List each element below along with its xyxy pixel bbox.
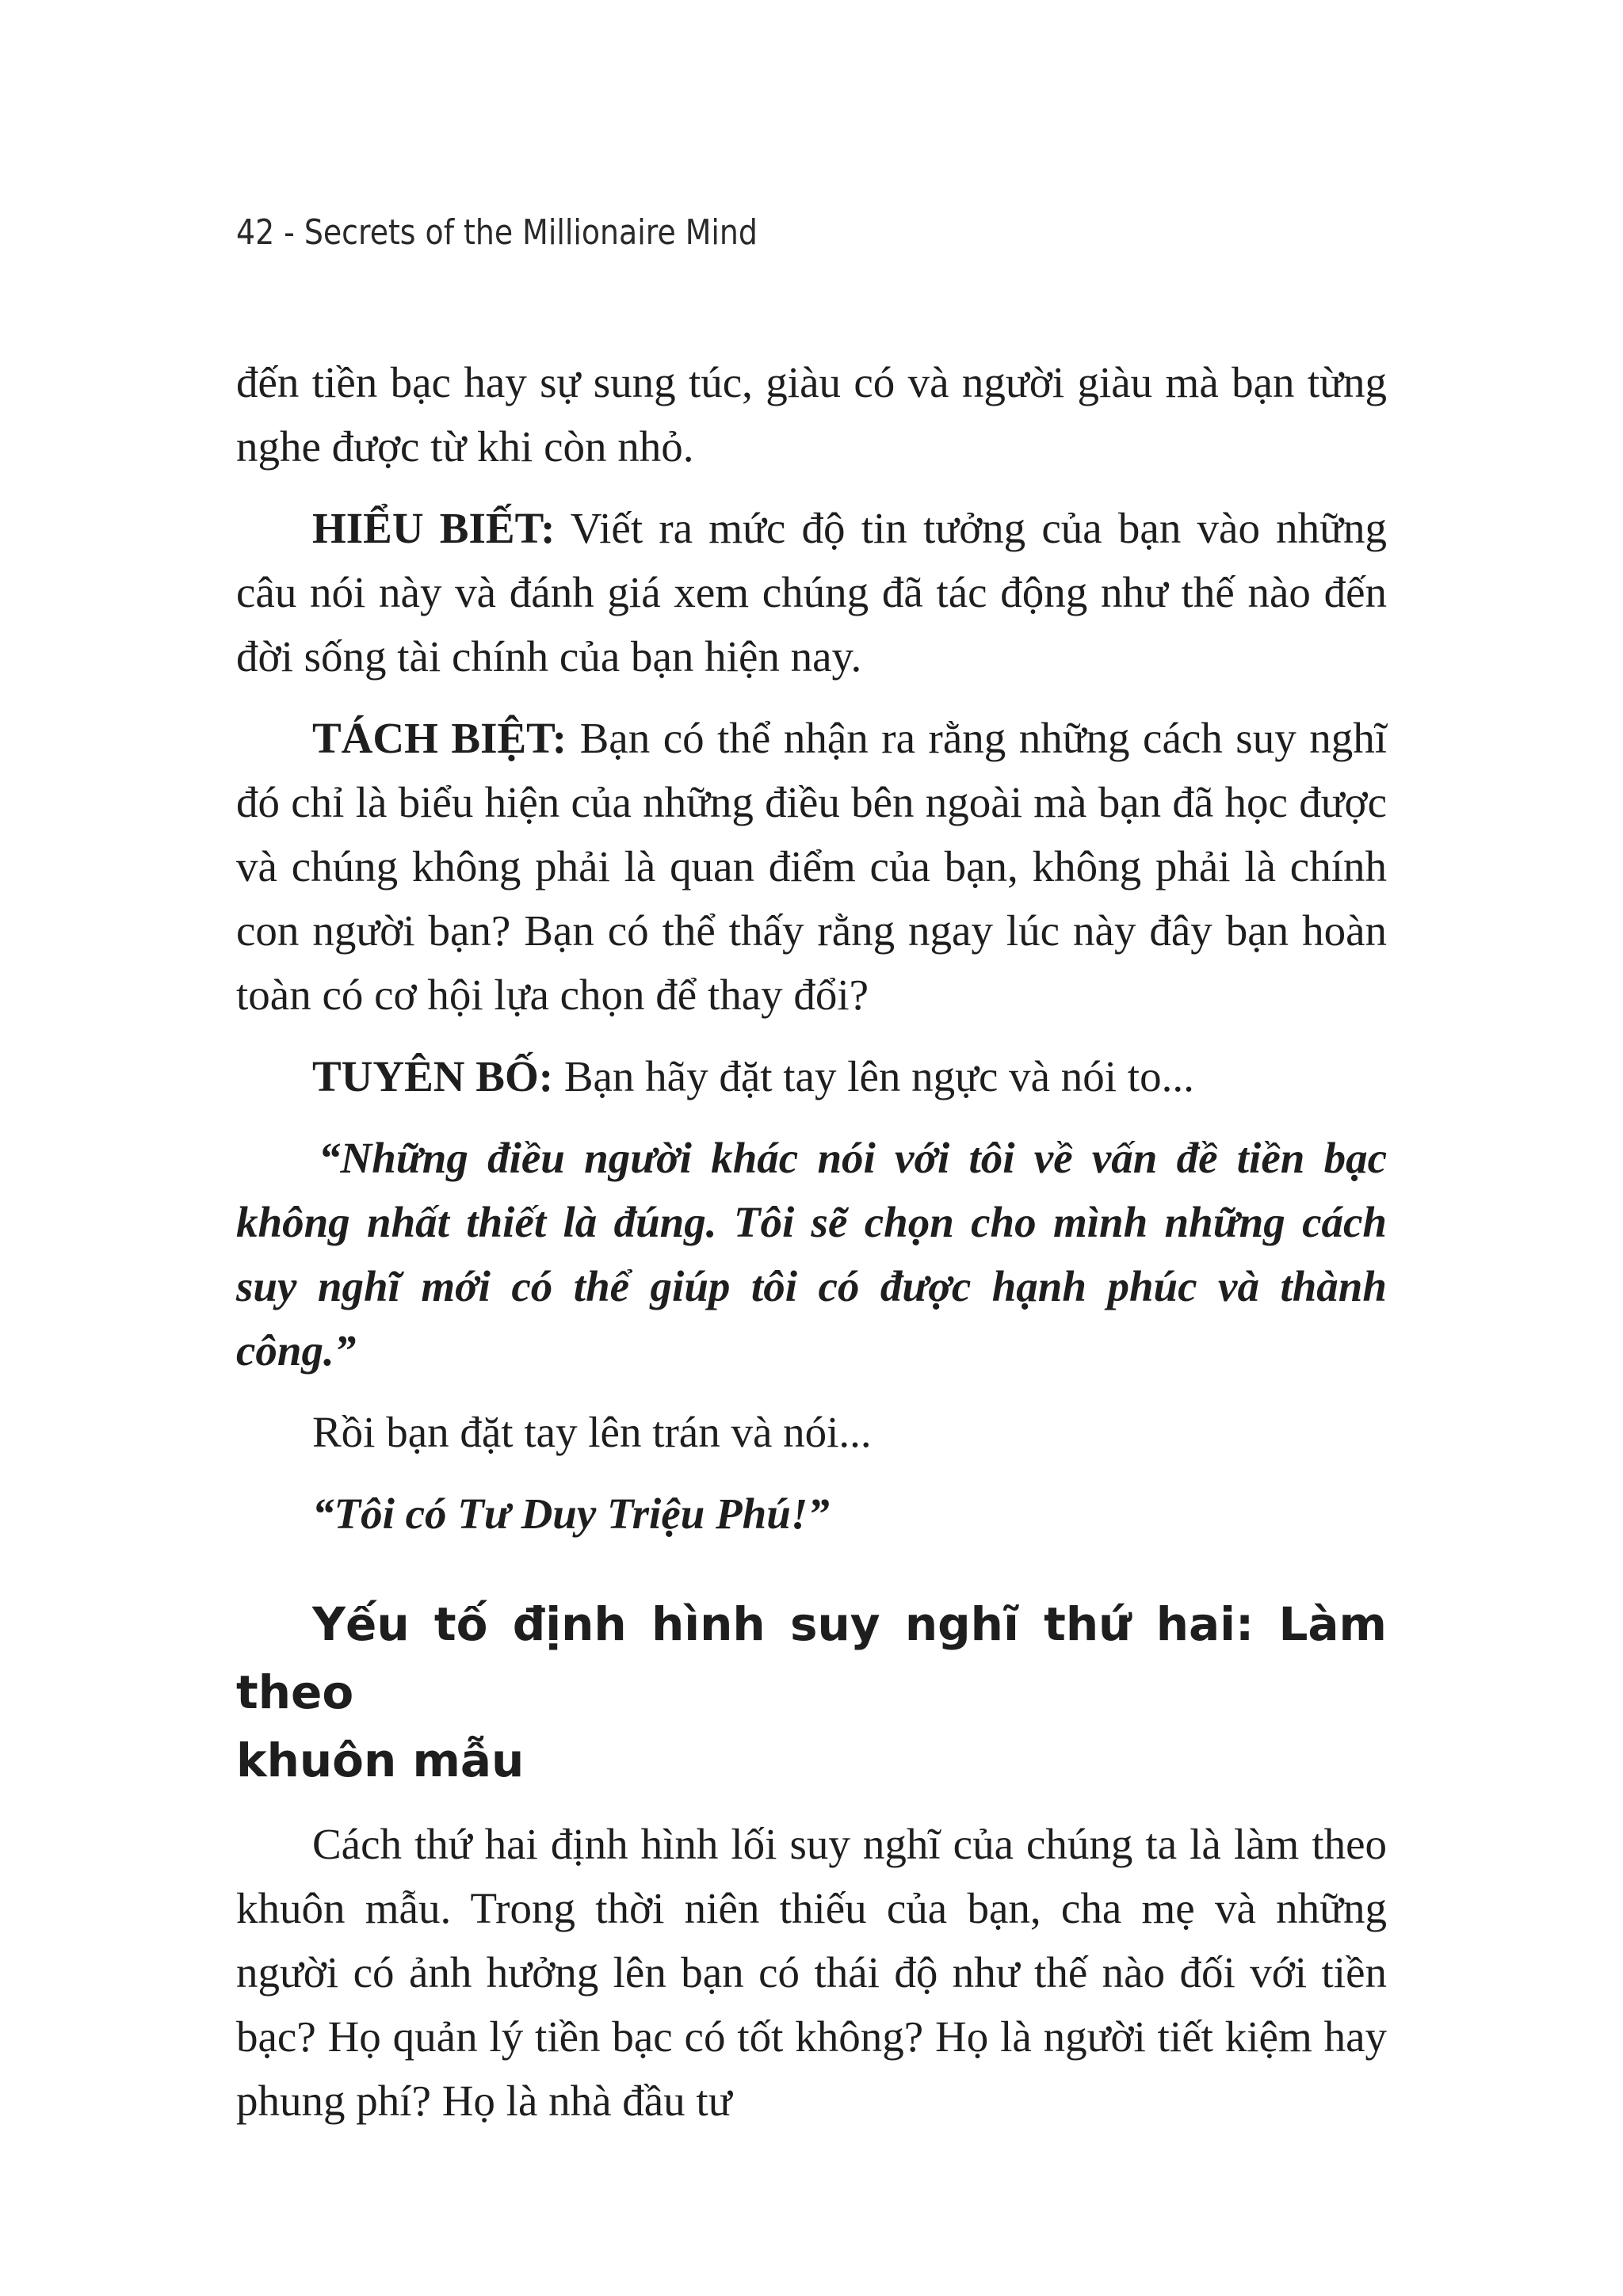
section-heading-line-1: Yếu tố định hình suy nghĩ thứ hai: Làm theo bbox=[236, 1597, 1387, 1719]
millionaire-quote: “Tôi có Tư Duy Triệu Phú!” bbox=[312, 1489, 830, 1538]
separation-paragraph bbox=[236, 706, 1387, 1027]
section-paragraph: Cách thứ hai định hình lối suy nghĩ của chúng ta là làm theo khuôn mẫu. Trong thời niên thiếu của bạn, cha mẹ và những người có ảnh hưởng lên bạn có thái độ như thế nào đối với tiền bạc? Họ quản lý tiền bạc có tốt không? Họ là người tiết kiệm hay phung phí? Họ là nhà đầu tư bbox=[236, 1820, 1387, 2125]
declaration-label: TUYÊN BỐ: bbox=[312, 1052, 554, 1100]
continuation-paragraph: đến tiền bạc hay sự sung túc, giàu có và người giàu mà bạn từng nghe được từ khi còn nhỏ. bbox=[236, 358, 1387, 471]
page-body bbox=[236, 350, 1387, 2133]
understanding-label: HIỂU BIẾT: bbox=[312, 504, 556, 552]
section-heading bbox=[236, 1590, 1387, 1794]
declaration-paragraph bbox=[236, 1044, 1387, 1108]
forehead-instruction: Rồi bạn đặt tay lên trán và nói... bbox=[312, 1408, 872, 1456]
declaration-text: Bạn hãy đặt tay lên ngực và nói to... bbox=[553, 1052, 1194, 1100]
understanding-paragraph bbox=[236, 496, 1387, 688]
separation-label: TÁCH BIỆT: bbox=[312, 714, 567, 762]
understanding-text: Viết ra mức độ tin tưởng của bạn vào những câu nói này và đánh giá xem chúng đã tác động như thế nào đến đời sống tài chính của bạn hiện nay. bbox=[236, 504, 1387, 681]
section-heading-line-2: khuôn mẫu bbox=[236, 1733, 525, 1787]
running-header: 42 - Secrets of the Millionaire Mind bbox=[236, 212, 758, 253]
money-quote: “Những điều người khác nói với tôi về vấn đề tiền bạc không nhất thiết là đúng. Tôi sẽ chọn cho mình những cách suy nghĩ mới có thể giúp tôi có được hạnh phúc và thành công.” bbox=[236, 1134, 1387, 1375]
separation-text: Bạn có thể nhận ra rằng những cách suy nghĩ đó chỉ là biểu hiện của những điều bên ngoài mà bạn đã học được và chúng không phải là quan điểm của bạn, không phải là chính con người bạn? Bạn có thể thấy rằng ngay lúc này đây bạn hoàn toàn có cơ hội lựa chọn để thay đổi? bbox=[236, 714, 1387, 1019]
